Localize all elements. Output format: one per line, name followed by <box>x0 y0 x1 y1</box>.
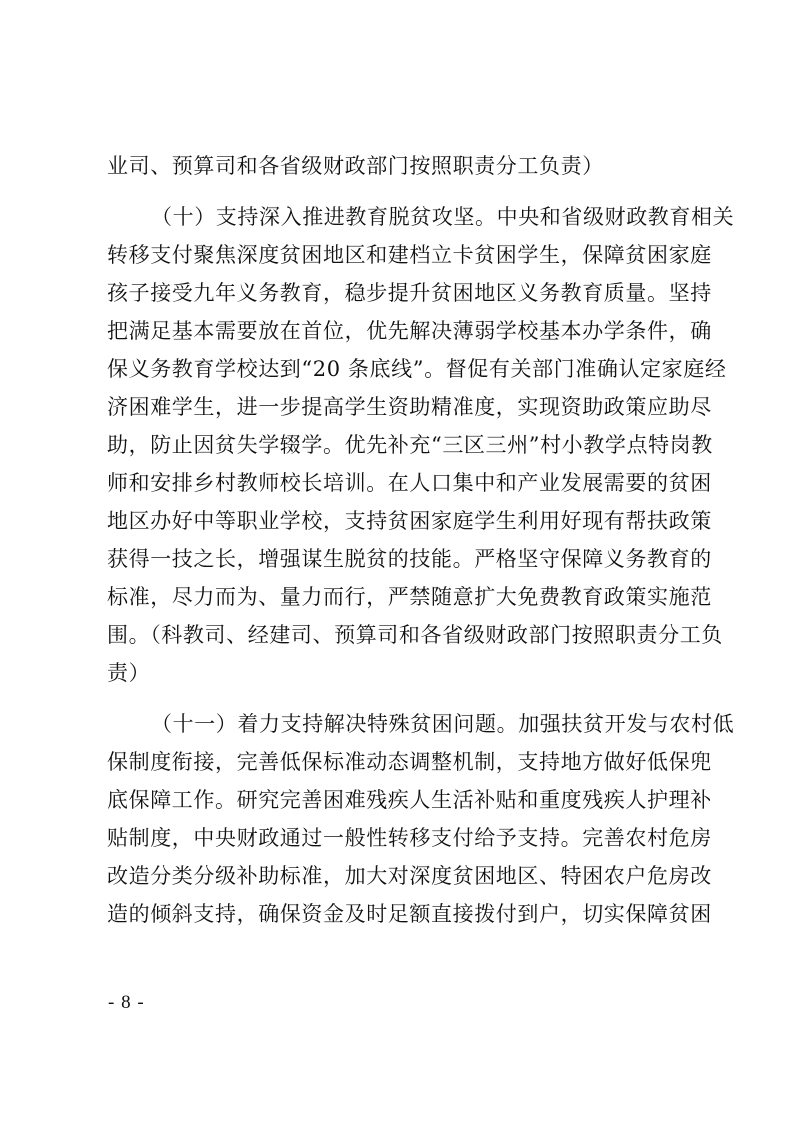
text-line: 保义务教育学校达到“20 条底线”。督促有关部门准确认定家庭经 <box>107 357 727 381</box>
text-line: 改造分类分级补助标准，加大对深度贫困地区、特困农户危房改 <box>107 864 712 888</box>
text-line: 转移支付聚焦深度贫困地区和建档立卡贫困学生，保障贫困家庭 <box>107 243 712 267</box>
text-line: 责） <box>107 661 151 685</box>
text-line: 师和安排乡村教师校长培训。在人口集中和产业发展需要的贫困 <box>107 471 712 495</box>
text-line: （十）支持深入推进教育脱贫攻坚。中央和省级财政教育相关 <box>151 205 735 229</box>
text-line: 标准，尽力而为、量力而行，严禁随意扩大免费教育政策实施范 <box>107 585 712 609</box>
text-line: 把满足基本需要放在首位，优先解决薄弱学校基本办学条件，确 <box>107 319 712 343</box>
text-line: 围。（科教司、经建司、预算司和各省级财政部门按照职责分工负 <box>107 623 723 647</box>
text-line: 获得一技之长，增强谋生脱贫的技能。严格坚守保障义务教育的 <box>107 547 712 571</box>
text-line: 底保障工作。研究完善困难残疾人生活补贴和重度残疾人护理补 <box>107 788 712 812</box>
text-line: 业司、预算司和各省级财政部门按照职责分工负责） <box>107 154 604 178</box>
text-line: 助，防止因贫失学辍学。优先补充“三区三州”村小教学点特岗教 <box>107 433 713 457</box>
text-line: （十一）着力支持解决特殊贫困问题。加强扶贫开发与农村低 <box>151 712 735 736</box>
text-line: 地区办好中等职业学校，支持贫困家庭学生利用好现有帮扶政策 <box>107 509 712 533</box>
text-line: 保制度衔接，完善低保标准动态调整机制，支持地方做好低保兜 <box>107 750 712 774</box>
text-line: 贴制度，中央财政通过一般性转移支付给予支持。完善农村危房 <box>107 826 712 850</box>
text-line: 孩子接受九年义务教育，稳步提升贫困地区义务教育质量。坚持 <box>107 281 712 305</box>
text-line: 济困难学生，进一步提高学生资助精准度，实现资助政策应助尽 <box>107 395 712 419</box>
text-line: 造的倾斜支持，确保资金及时足额直接拨付到户，切实保障贫困 <box>107 902 712 926</box>
page-number: - 8 - <box>108 992 145 1013</box>
